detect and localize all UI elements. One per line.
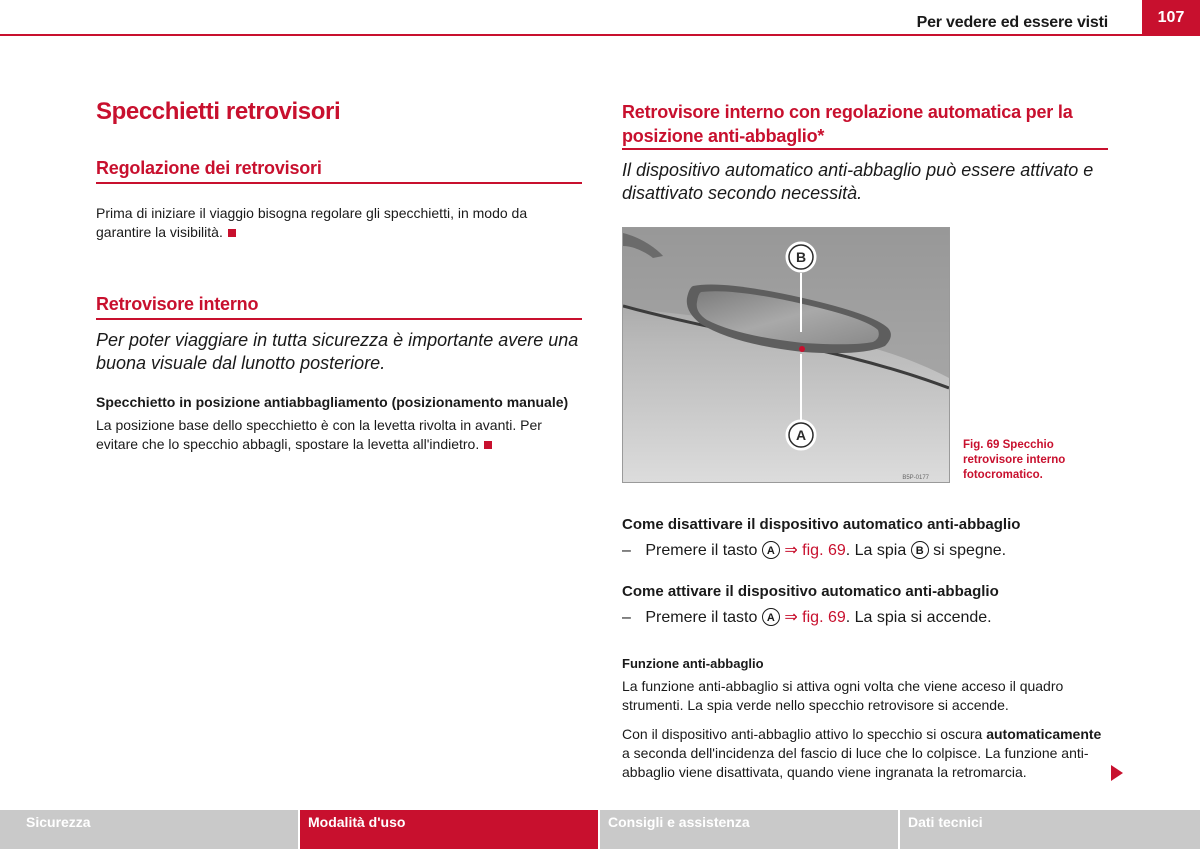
page-number: 107 xyxy=(1142,0,1200,36)
footer-tab-modalita-uso[interactable]: Modalità d'uso xyxy=(300,810,598,849)
figure-mirror-photo xyxy=(622,227,950,483)
footer-tab-dati-tecnici[interactable]: Dati tecnici xyxy=(900,810,1200,849)
section-rule xyxy=(96,318,582,320)
svg-text:A: A xyxy=(795,427,807,443)
intro-retrovisore-interno: Per poter viaggiare in tutta sicurezza è importante avere una buona visuale dal lunotto posteriore. xyxy=(96,330,579,373)
end-of-section-mark xyxy=(484,441,492,449)
intro-automatico: Il dispositivo automatico anti-abbaglio può essere attivato e disattivato secondo necessità. xyxy=(622,160,1094,203)
header-rule xyxy=(0,34,1142,36)
continue-arrow-icon[interactable] xyxy=(1111,765,1123,781)
figure-reference-link[interactable]: ⇒ fig. 69 xyxy=(784,542,846,559)
key-a-symbol: A xyxy=(762,541,780,559)
step-disattivare: – Premere il tasto A ⇒ fig. 69. La spia B si spegne. xyxy=(622,542,1007,559)
svg-text:B: B xyxy=(795,249,807,265)
subheading-funzione: Funzione anti-abbaglio xyxy=(622,656,764,671)
figure-reference-link[interactable]: ⇒ fig. 69 xyxy=(784,609,846,626)
section-heading-regolazione: Regolazione dei retrovisori xyxy=(96,158,322,178)
subheading-antiabbagliamento: Specchietto in posizione antiabbagliamento (posizionamento manuale) xyxy=(96,394,569,410)
callout-b xyxy=(786,242,816,272)
footer-tab-sicurezza[interactable]: Sicurezza xyxy=(0,810,298,849)
callout-a xyxy=(786,420,816,450)
subheading-disattivare: Come disattivare il dispositivo automatico anti-abbaglio xyxy=(622,516,1021,533)
end-of-section-mark xyxy=(228,229,236,237)
section-heading-retrovisore-interno: Retrovisore interno xyxy=(96,294,259,314)
paragraph-funzione-2: Con il dispositivo anti-abbaglio attivo lo specchio si oscura automaticamente a seconda dell'incidenza del fascio di luce che lo colpisce. La funzione anti-abbaglio viene disattivata, quando viene ingranata la retromarcia. xyxy=(622,726,1102,780)
paragraph-antiabbagliamento: La posizione base dello specchietto è con la levetta rivolta in avanti. Per evitare che lo specchio abbagli, spostare la levetta all'indietro. xyxy=(96,417,542,452)
step-attivare: – Premere il tasto A ⇒ fig. 69. La spia si accende. xyxy=(622,609,992,626)
section-rule xyxy=(622,148,1108,150)
paragraph-regolazione: Prima di iniziare il viaggio bisogna regolare gli specchietti, in modo da garantire la visibilità. xyxy=(96,205,528,240)
section-rule xyxy=(96,182,582,184)
page-title: Specchietti retrovisori xyxy=(96,98,341,125)
figure-caption: Fig. 69 Specchio retrovisore interno fotocromatico. xyxy=(963,439,1066,481)
mirror-illustration xyxy=(623,228,949,482)
footer-tab-consigli[interactable]: Consigli e assistenza xyxy=(600,810,898,849)
running-header-title: Per vedere ed essere visti xyxy=(916,14,1108,31)
lamp-b-symbol: B xyxy=(911,541,929,559)
key-a-symbol: A xyxy=(762,608,780,626)
step-dash: – xyxy=(622,609,631,626)
paragraph-funzione-1: La funzione anti-abbaglio si attiva ogni volta che viene acceso il quadro strumenti. La spia verde nello specchio retrovisore si accende. xyxy=(622,678,1064,713)
figure-code: B5P-0177 xyxy=(902,475,929,481)
step-dash: – xyxy=(622,542,631,559)
subheading-attivare: Come attivare il dispositivo automatico anti-abbaglio xyxy=(622,583,999,600)
section-heading-automatico: Retrovisore interno con regolazione automatica per la posizione anti-abbaglio* xyxy=(622,102,1073,146)
